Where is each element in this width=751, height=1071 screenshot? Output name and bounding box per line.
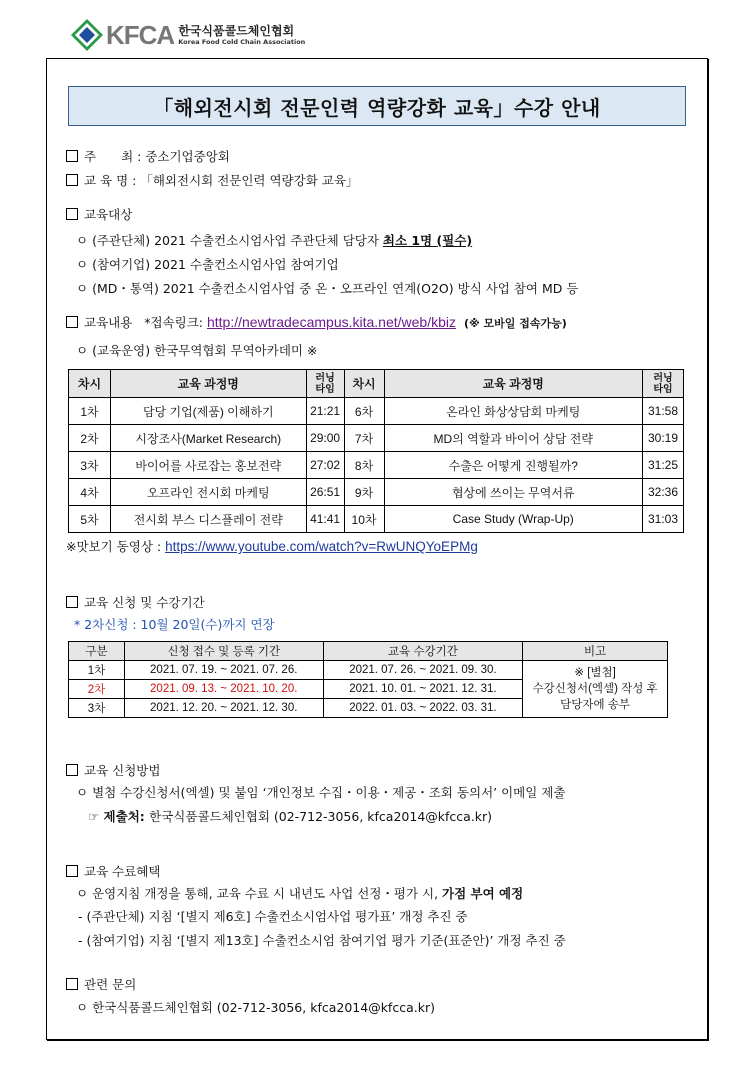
period-heading: 교육 신청 및 수강기간: [66, 594, 205, 612]
mobile-note: (※ 모바일 접속가능): [463, 317, 567, 330]
target-item: ㅇ (MD・통역) 2021 수출컨소시엄사업 중 온・오프라인 연계(O2O) 방식 사업 참여 MD 등: [76, 281, 579, 296]
submit-line: [88, 808, 492, 826]
checkbox-square-icon: [66, 865, 78, 877]
checkbox-square-icon: [66, 316, 78, 328]
header-course: 교육 과정명: [110, 370, 306, 398]
table-row: 5차 전시회 부스 디스플레이 전략 41:41 10차 Case Study (Wrap-Up) 31:03: [69, 506, 684, 533]
logo: [70, 18, 305, 52]
benefit-emphasis: 가점 부여 예정: [442, 886, 524, 901]
method-item: ㅇ 별첨 수강신청서(엑셀) 및 붙임 ‘개인정보 수집・이용・제공・조회 동의서’ 이메일 제출: [76, 785, 566, 800]
target-heading: 교육대상: [66, 206, 132, 224]
host-value: 중소기업중앙회: [145, 149, 230, 164]
target-item: ㅇ (주관단체) 2021 수출컨소시엄사업 주관단체 담당자 최소 1명 (필수): [76, 233, 473, 248]
checkbox-square-icon: [66, 596, 78, 608]
header-session: 차시: [344, 370, 384, 398]
course-label: 교 육 명: [84, 173, 129, 188]
contact-item: ㅇ 한국식품콜드체인협회 (02-712-3056, kfca2014@kfcca.kr): [76, 1000, 435, 1015]
preview-label: ※맛보기 동영상 :: [66, 539, 166, 554]
preview-line: [66, 538, 478, 556]
method-heading: 교육 신청방법: [66, 762, 160, 780]
target-item: ㅇ (참여기업) 2021 수출컨소시엄사업 참여기업: [76, 257, 339, 272]
page-title: 「해외전시회 전문인력 역량강화 교육」수강 안내: [153, 95, 601, 120]
header-runtime: 러닝 타임: [306, 370, 344, 398]
link-label: *접속링크:: [144, 315, 207, 330]
header-session: 차시: [69, 370, 111, 398]
curriculum-table: [68, 369, 684, 533]
host-label: 주 최: [84, 149, 134, 164]
kfca-logo-icon: [70, 18, 104, 52]
checkbox-square-icon: [66, 764, 78, 776]
course-link[interactable]: http://newtradecampus.kita.net/web/kbiz: [206, 314, 457, 330]
table-row-highlight: 2차 2021. 09. 13. ~ 2021. 10. 20. 2021. 10. 01. ~ 2021. 12. 31.: [69, 680, 668, 699]
submit-value: 한국식품콜드체인협회 (02-712-3056, kfca2014@kfcca.kr): [149, 809, 493, 824]
benefit-sub: - (주관단체) 지침 ‘[별지 제6호] 수출컨소시엄사업 평가표’ 개정 추진 중: [78, 909, 468, 924]
course-line: 교 육 명 : 「해외전시회 전문인력 역량강화 교육」: [66, 172, 358, 190]
table-row: 4차 오프라인 전시회 마케팅 26:51 9차 협상에 쓰이는 무역서류 32:36: [69, 479, 684, 506]
benefit-heading: 교육 수료혜택: [66, 863, 160, 881]
host-line: 주 최 : 중소기업중앙회: [66, 148, 230, 166]
checkbox-square-icon: [66, 174, 78, 186]
checkbox-square-icon: [66, 150, 78, 162]
period-remark: ※ [별첨] 수강신청서(엑셀) 작성 후 담당자에 송부: [523, 661, 668, 718]
submit-label: ☞ 제출처:: [88, 809, 150, 824]
course-value: 「해외전시회 전문인력 역량강화 교육」: [140, 173, 359, 188]
content-heading: 교육내용 *접속링크: http://newtradecampus.kita.net/web/kbiz (※ 모바일 접속가능): [66, 313, 567, 333]
preview-link[interactable]: https://www.youtube.com/watch?v=RwUNQYoEPMg: [165, 539, 478, 554]
logo-mark-text: KFCA: [106, 19, 175, 50]
table-row: 2차 시장조사(Market Research) 29:00 7차 MD의 역할과 바이어 상담 전략 30:19: [69, 425, 684, 452]
operator-line: ㅇ (교육운영) 한국무역협회 무역아카데미 ※: [76, 343, 318, 358]
benefit-item: ㅇ 운영지침 개정을 통해, 교육 수료 시 내년도 사업 선정・평가 시, 가점 부여 예정: [76, 886, 524, 901]
contact-heading: 관련 문의: [66, 976, 136, 994]
logo-name-en: Korea Food Cold Chain Association: [178, 37, 306, 46]
period-note: * 2차신청 : 10월 20일(수)까지 연장: [74, 617, 275, 632]
header-runtime: 러닝 타임: [642, 370, 683, 398]
title-box: [68, 86, 686, 126]
header-course: 교육 과정명: [384, 370, 642, 398]
checkbox-square-icon: [66, 978, 78, 990]
period-table: [68, 641, 668, 718]
checkbox-square-icon: [66, 208, 78, 220]
table-row: 1차 2021. 07. 19. ~ 2021. 07. 26. 2021. 07. 26. ~ 2021. 09. 30. ※ [별첨] 수강신청서(엑셀) 작성 후 담당자에 송부: [69, 661, 668, 680]
table-row: 3차 2021. 12. 20. ~ 2021. 12. 30. 2022. 01. 03. ~ 2022. 03. 31.: [69, 699, 668, 718]
table-row: 1차 담당 기업(제품) 이해하기 21:21 6차 온라인 화상상담회 마케팅 31:58: [69, 398, 684, 425]
table-row: 3차 바이어를 사로잡는 홍보전략 27:02 8차 수출은 어떻게 진행될까? 31:25: [69, 452, 684, 479]
table-header-row: [69, 370, 684, 398]
benefit-sub: - (참여기업) 지침 ‘[별지 제13호] 수출컨소시엄 참여기업 평가 기준(표준안)’ 개정 추진 중: [78, 933, 566, 948]
target-emphasis: 최소 1명 (필수): [382, 233, 473, 248]
table-header-row: 구분 신청 접수 및 등록 기간 교육 수강기간 비고: [69, 642, 668, 661]
logo-name-ko: 한국식품콜드체인협회: [178, 23, 295, 38]
